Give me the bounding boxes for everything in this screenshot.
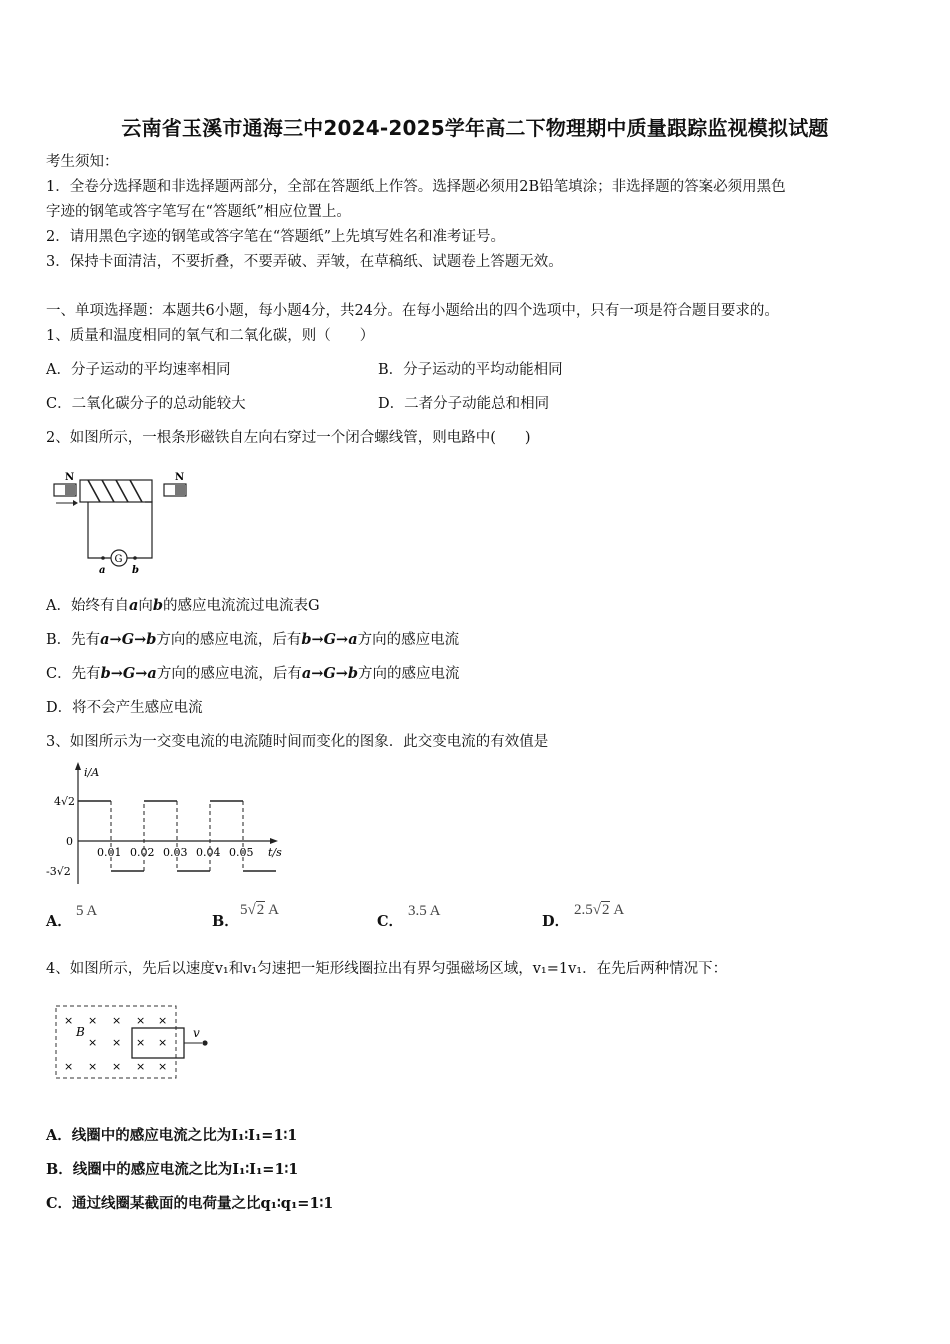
q4-option-b: B．线圈中的感应电流之比为I₁∶I₁=1∶1	[46, 1161, 299, 1178]
q3-d-letter: D．	[542, 913, 570, 930]
field-cross-mark: ×	[88, 1014, 98, 1027]
field-cross-mark: ×	[158, 1014, 168, 1027]
q2-a-var-a: a	[128, 597, 139, 614]
q2-b-dir-2: b→G→a	[301, 631, 358, 648]
field-cross-mark: ×	[64, 1060, 74, 1073]
q4-option-c: C．通过线圈某截面的电荷量之比q₁∶q₁=1∶1	[46, 1195, 334, 1212]
y-tick-bottom: -3√2	[46, 865, 71, 879]
field-cross-mark: ×	[136, 1060, 146, 1073]
q3-option-d	[542, 912, 569, 932]
q2-c-text-2: 方向的感应电流，后有	[156, 666, 302, 682]
q2-a-text-2: 向	[138, 598, 153, 614]
notice-item-1-cont: 字迹的钢笔或答字笔写在“答题纸”相应位置上。	[46, 204, 351, 220]
page-title: 云南省玉溪市通海三中2024-2025学年高二下物理期中质量跟踪监视模拟试题	[121, 116, 829, 140]
q2-a-var-b: b	[152, 597, 164, 614]
q1-option-d: D．二者分子动能总和相同	[378, 396, 550, 412]
q2-stem: 2、如图所示，一根条形磁铁自左向右穿过一个闭合螺线管，则电路中( )	[46, 430, 531, 446]
q4-stem: 4、如图所示，先后以速度v₁和v₁匀速把一矩形线圈拉出有界匀强磁场区域，v₁=1v₁．在先后两种情况下：	[46, 961, 728, 977]
field-cross-mark: ×	[112, 1036, 122, 1049]
q1-option-a: A．分子运动的平均速率相同	[46, 362, 231, 378]
field-cross-mark: ×	[112, 1060, 122, 1073]
q3-b-value	[240, 902, 279, 919]
q3-d-radicand: 2	[601, 902, 610, 918]
q3-b-coef: 5	[240, 902, 248, 918]
sqrt-symbol: √2	[592, 902, 610, 918]
magnet-left-n-label: N	[65, 472, 75, 483]
x-tick-label: 0.03	[163, 846, 188, 859]
x-tick-label: 0.02	[130, 846, 155, 859]
point-a-label: a	[99, 565, 106, 576]
q2-c-text-3: 方向的感应电流	[358, 666, 460, 682]
velocity-label-v: v	[193, 1026, 200, 1040]
q2-option-a	[46, 596, 320, 616]
q2-option-c	[46, 664, 460, 684]
y-tick-top: 4√2	[54, 795, 76, 808]
field-cross-mark: ×	[158, 1036, 168, 1049]
q3-b-letter: B．	[212, 913, 239, 930]
q3-a-value: 5 A	[76, 903, 98, 919]
point-b-label: b	[132, 565, 139, 576]
q1-option-c: C．二氧化碳分子的总动能较大	[46, 396, 246, 412]
q2-b-text-3: 方向的感应电流	[357, 632, 460, 648]
x-axis-label: t/s	[268, 846, 282, 859]
q3-a-letter: A．	[46, 913, 72, 930]
q3-b-unit: A	[265, 902, 279, 918]
field-cross-mark: ×	[88, 1060, 98, 1073]
x-tick-label: 0.01	[97, 846, 122, 859]
field-cross-mark: ×	[88, 1036, 98, 1049]
q4-option-a: A．线圈中的感应电流之比为I₁∶I₁=1∶1	[46, 1127, 298, 1144]
field-label-b: B	[76, 1025, 85, 1039]
q2-c-dir-2: a→G→b	[301, 665, 359, 682]
q3-d-coef: 2.5	[574, 902, 593, 918]
ac-current-chart	[40, 760, 290, 890]
notice-heading: 考生须知：	[46, 154, 119, 170]
q3-d-unit: A	[610, 902, 625, 918]
x-tick-label: 0.05	[229, 846, 254, 859]
q3-option-a	[46, 912, 72, 932]
field-cross-mark: ×	[112, 1014, 122, 1027]
magnetic-field-coil-figure	[50, 1000, 220, 1084]
q2-option-d: D．将不会产生感应电流	[46, 700, 203, 716]
q2-b-text-1: B．先有	[46, 632, 101, 648]
q2-c-text-1: C．先有	[46, 666, 101, 682]
notice-item-1: 1．全卷分选择题和非选择题两部分，全部在答题纸上作答。选择题必须用2B铅笔填涂；非选择题的答案必须用黑色	[46, 179, 786, 195]
q1-option-b: B．分子运动的平均动能相同	[378, 362, 563, 378]
solenoid-circuit-figure	[48, 468, 194, 578]
q3-c-value: 3.5 A	[408, 903, 441, 919]
y-axis-arrow	[75, 762, 81, 770]
q2-a-text-3: 的感应电流流过电流表G	[163, 598, 320, 614]
y-axis-label: i/A	[84, 766, 100, 779]
q2-b-text-2: 方向的感应电流，后有	[156, 632, 302, 648]
field-cross-mark: ×	[158, 1060, 168, 1073]
q3-option-b	[212, 912, 239, 932]
q2-option-b	[46, 630, 459, 650]
sqrt-symbol: √2	[247, 902, 265, 918]
y-tick-zero: 0	[66, 835, 73, 848]
q3-b-radicand: 2	[256, 902, 265, 918]
notice-item-2: 2．请用黑色字迹的钢笔或答字笔在“答题纸”上先填写姓名和准考证号。	[46, 229, 506, 245]
notice-item-3: 3．保持卡面清洁，不要折叠，不要弄破、弄皱，在草稿纸、试题卷上答题无效。	[46, 254, 563, 270]
q3-d-value	[574, 902, 624, 919]
q2-c-dir-1: b→G→a	[100, 665, 157, 682]
q3-option-c	[377, 912, 403, 932]
field-cross-mark: ×	[64, 1014, 74, 1027]
field-cross-mark: ×	[136, 1036, 146, 1049]
q3-c-letter: C．	[377, 913, 404, 930]
field-cross-mark: ×	[136, 1014, 146, 1027]
q2-a-text-1: A．始终有自	[46, 598, 129, 614]
magnet-right-n-label: N	[175, 472, 185, 483]
section-heading: 一、单项选择题：本题共6小题，每小题4分，共24分。在每小题给出的四个选项中，只有一项是符合题目要求的。	[46, 303, 779, 319]
galvanometer-label: G	[114, 554, 123, 565]
x-axis-arrow	[270, 838, 278, 844]
q3-stem: 3、如图所示为一交变电流的电流随时间而变化的图象．此交变电流的有效值是	[46, 734, 549, 750]
x-tick-label: 0.04	[196, 846, 221, 859]
q2-b-dir-1: a→G→b	[100, 631, 157, 648]
q1-stem: 1、质量和温度相同的氧气和二氧化碳，则（ ）	[46, 328, 375, 344]
